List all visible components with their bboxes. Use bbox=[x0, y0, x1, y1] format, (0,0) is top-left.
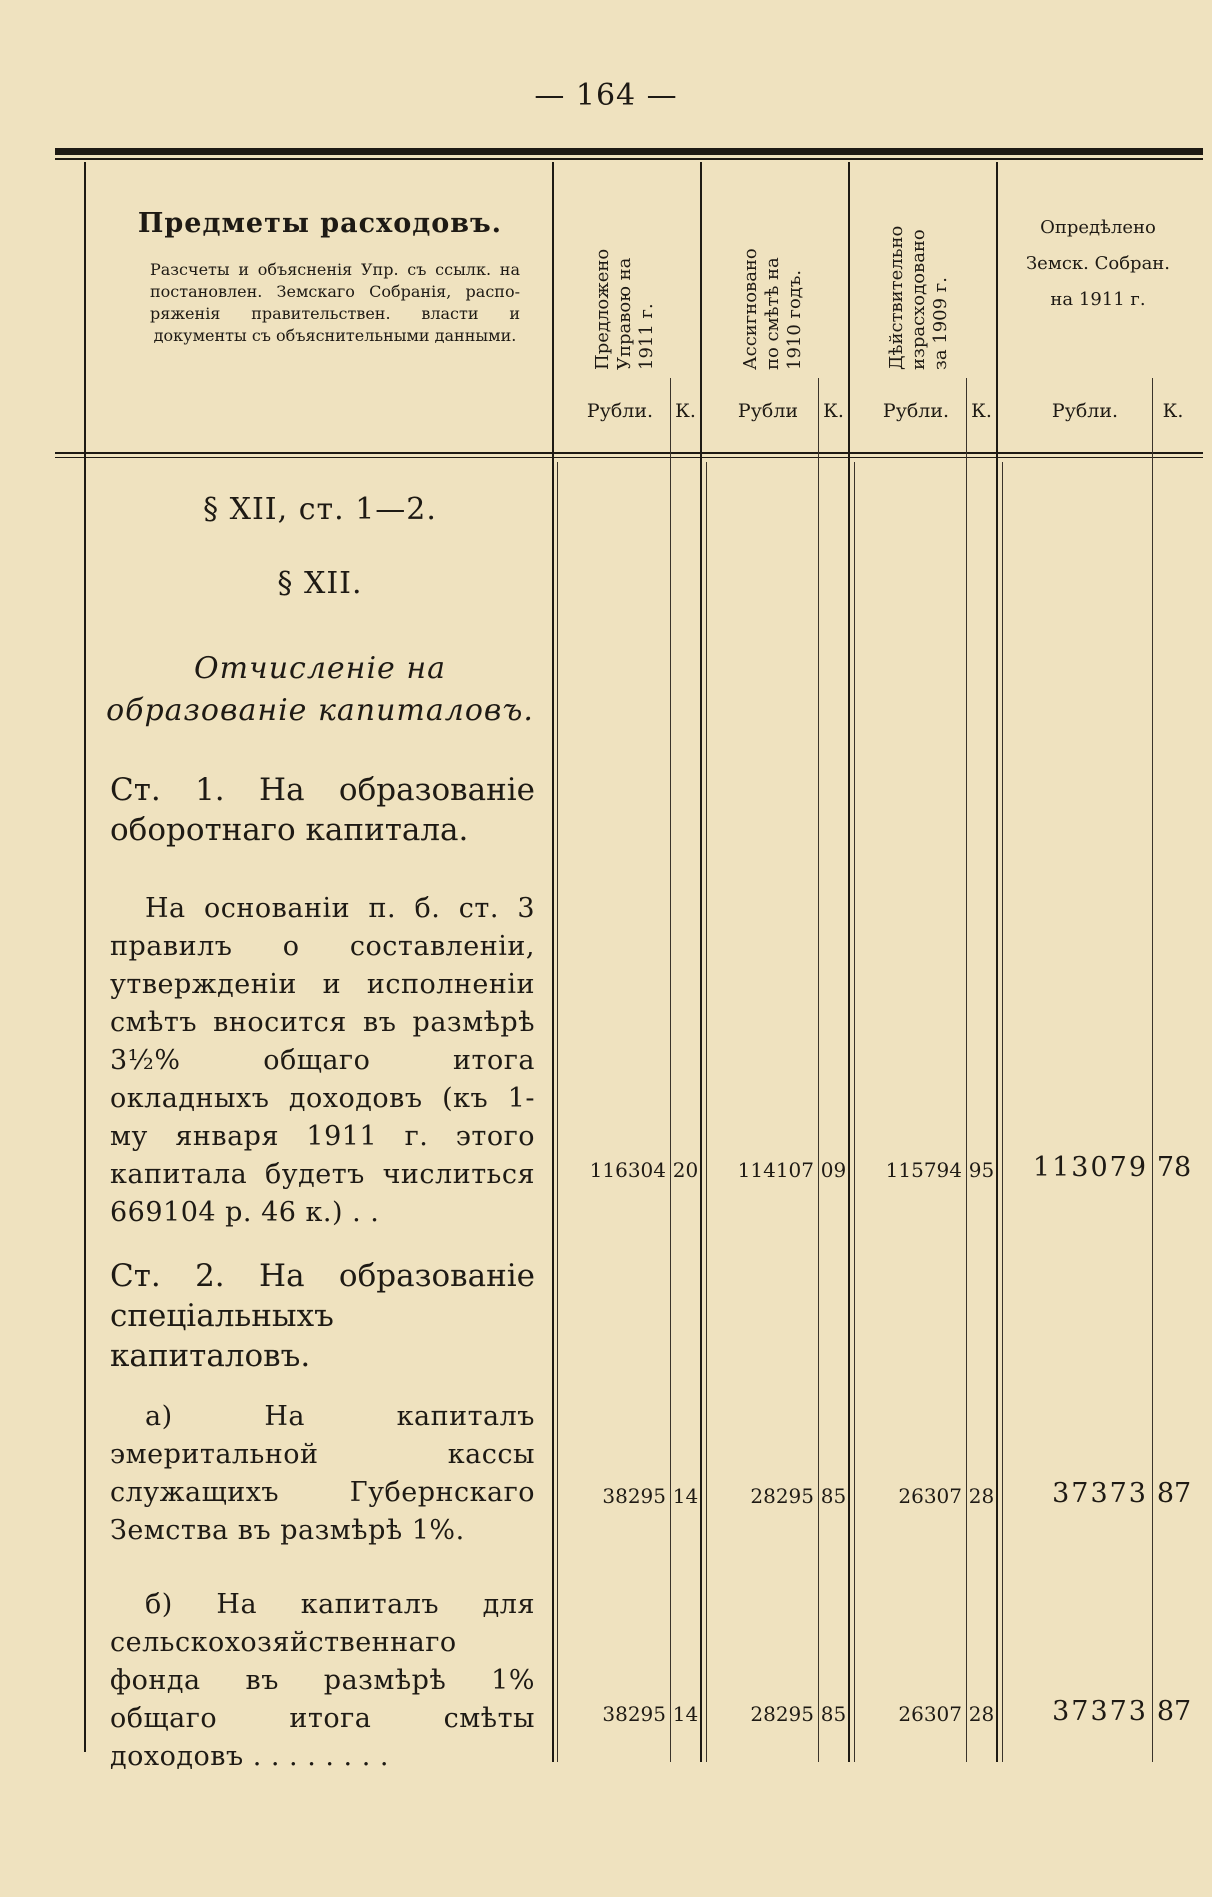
value-spent-rubles: 26307 bbox=[898, 1484, 962, 1508]
section-reference: § XII, ст. 1—2. bbox=[203, 492, 437, 527]
header-rule-thin bbox=[55, 457, 1203, 458]
column-header-assigned: Ассигновано по смѣтѣ на 1910 годъ. bbox=[740, 248, 805, 370]
column-divider bbox=[557, 462, 558, 1762]
section-name: Отчисленіе на образованіе капиталовъ. bbox=[106, 651, 534, 728]
value-determined-rubles: 37373 bbox=[1052, 1696, 1148, 1727]
article-2a-text: а) На капиталъ эмеритальной кассы служащихъ Губернскаго Земства въ размѣрѣ 1%. bbox=[110, 1401, 535, 1546]
value-determined-kopecks: 78 bbox=[1156, 1152, 1192, 1183]
unit-rubles: Рубли. bbox=[586, 400, 654, 422]
value-assigned-kopecks: 85 bbox=[820, 1484, 847, 1508]
header-rule bbox=[55, 452, 1203, 454]
value-assigned-rubles: 28295 bbox=[750, 1484, 814, 1508]
header-description bbox=[90, 208, 550, 347]
unit-rubles: Рубли bbox=[737, 400, 799, 422]
column-divider bbox=[854, 462, 855, 1762]
value-proposed-kopecks: 14 bbox=[672, 1484, 699, 1508]
column-divider bbox=[706, 462, 707, 1762]
value-proposed-kopecks: 14 bbox=[672, 1702, 699, 1726]
column-divider bbox=[1002, 462, 1003, 1762]
unit-rubles: Рубли. bbox=[1051, 400, 1119, 422]
column-divider bbox=[1152, 378, 1153, 1762]
column-divider bbox=[700, 162, 702, 1762]
value-determined-rubles: 113079 bbox=[1032, 1152, 1148, 1183]
value-determined-kopecks: 87 bbox=[1156, 1696, 1192, 1727]
column-divider bbox=[966, 378, 967, 1762]
unit-kopecks: К. bbox=[971, 400, 992, 422]
value-spent-rubles: 26307 bbox=[898, 1702, 962, 1726]
unit-kopecks: К. bbox=[675, 400, 696, 422]
header-title: Предметы расходовъ. bbox=[137, 208, 503, 239]
value-spent-kopecks: 28 bbox=[968, 1702, 995, 1726]
column-divider bbox=[996, 162, 998, 1762]
column-divider bbox=[670, 378, 671, 1762]
value-proposed-rubles: 116304 bbox=[589, 1158, 666, 1182]
column-divider bbox=[84, 162, 86, 1752]
top-rule-thin bbox=[55, 158, 1203, 160]
article-2b-text: б) На капиталъ для сельскохозяйственнаго фонда въ размѣрѣ 1% общаго итога смѣты доходовъ . . . . . . . . bbox=[110, 1589, 535, 1772]
unit-kopecks: К. bbox=[823, 400, 844, 422]
column-divider bbox=[552, 162, 554, 1762]
top-rule bbox=[55, 148, 1203, 155]
unit-rubles: Рубли. bbox=[882, 400, 950, 422]
value-assigned-kopecks: 85 bbox=[820, 1702, 847, 1726]
section-title: § XII. bbox=[277, 566, 363, 601]
article-1-text: На основаніи п. б. ст. 3 правилъ о составленіи, утвержденіи и исполненіи смѣтъ вносится въ размѣрѣ 3½% общаго итога окладныхъ доходовъ (къ 1-му января 1911 г. этого капитала будетъ числиться 669104 р. 46 к.) . . bbox=[110, 893, 535, 1228]
column-header-proposed: Предложено Управою на 1911 г. bbox=[592, 248, 657, 370]
value-assigned-rubles: 28295 bbox=[750, 1702, 814, 1726]
column-divider bbox=[818, 378, 819, 1762]
unit-kopecks: К. bbox=[1162, 400, 1184, 422]
column-header-determined: Опредѣлено Земск. Собран. на 1911 г. bbox=[1025, 217, 1171, 310]
value-assigned-rubles: 114107 bbox=[737, 1158, 814, 1182]
value-spent-kopecks: 95 bbox=[968, 1158, 995, 1182]
value-determined-rubles: 37373 bbox=[1052, 1478, 1148, 1509]
value-proposed-rubles: 38295 bbox=[602, 1702, 666, 1726]
value-assigned-kopecks: 09 bbox=[820, 1158, 847, 1182]
column-header-spent: Дѣйствительно израсходовано за 1909 г. bbox=[886, 225, 951, 370]
page-number: — 164 — bbox=[534, 78, 678, 113]
article-2-heading: Ст. 2. На образованіе спеціальныхъ капиталовъ. bbox=[110, 1258, 535, 1374]
value-proposed-kopecks: 20 bbox=[672, 1158, 699, 1182]
value-determined-kopecks: 87 bbox=[1156, 1478, 1192, 1509]
value-proposed-rubles: 38295 bbox=[602, 1484, 666, 1508]
header-subtitle: Разсчеты и объясненія Упр. съ ссылк. на постановлен. Земскаго Собранія, распо- ряженія правительствен. власти и документы съ объяснительными данными. bbox=[150, 260, 520, 345]
value-spent-kopecks: 28 bbox=[968, 1484, 995, 1508]
value-spent-rubles: 115794 bbox=[885, 1158, 962, 1182]
column-divider bbox=[848, 162, 850, 1762]
article-1-heading: Ст. 1. На образованіе оборотнаго капитала. bbox=[110, 772, 535, 848]
